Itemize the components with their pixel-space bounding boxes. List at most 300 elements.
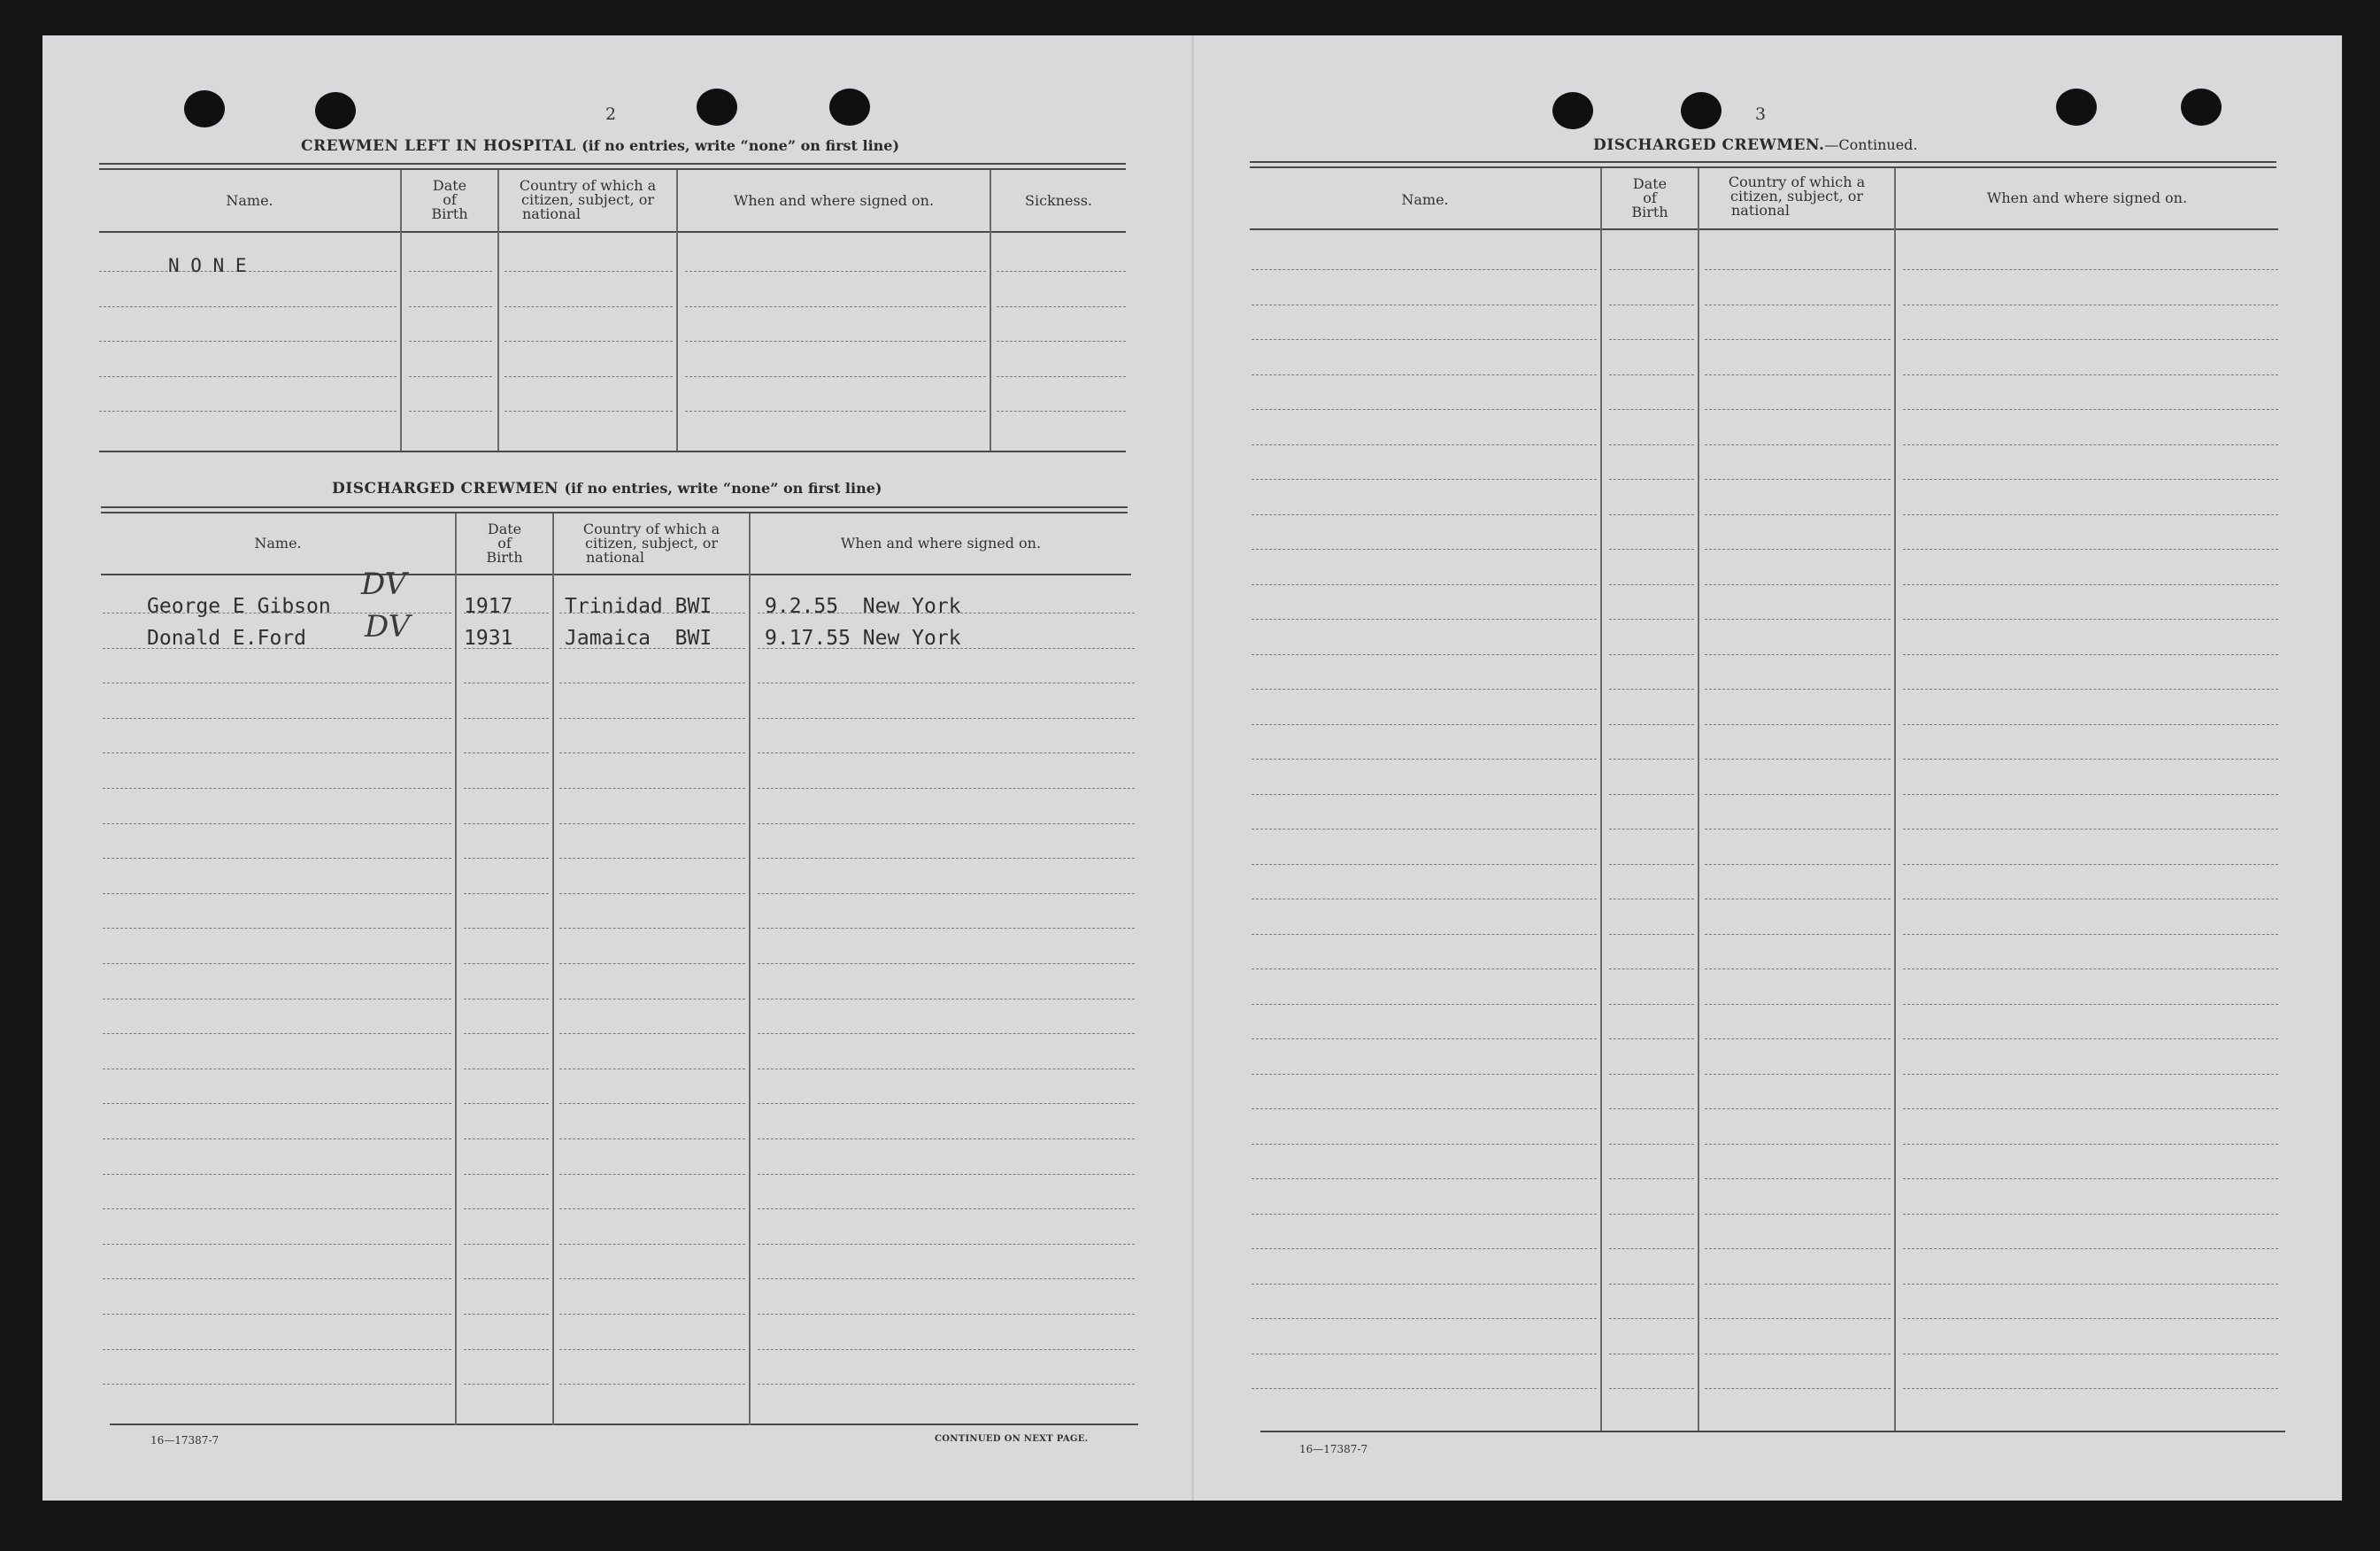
ruled-line (464, 1208, 549, 1209)
ruled-line (559, 1384, 745, 1385)
row-2-signed: 9.17.55 New York (765, 627, 961, 650)
ruled-line (1252, 689, 1597, 690)
ruled-line (559, 858, 745, 859)
table-top-rule (99, 163, 1126, 165)
col-header-sickness: Sickness. (1024, 192, 1092, 209)
ruled-line (1903, 1004, 2278, 1005)
ruled-line (1903, 1178, 2278, 1179)
ruled-line (1705, 409, 1891, 410)
ruled-line (997, 306, 1126, 307)
ruled-line (559, 1349, 745, 1350)
ruled-line (1609, 1178, 1694, 1179)
punch-hole (184, 90, 225, 127)
country-line: citizen, subject, or (584, 535, 719, 552)
ruled-line (1705, 1074, 1891, 1075)
ruled-line (1903, 1108, 2278, 1109)
ruled-line (1609, 479, 1694, 480)
ruled-line (409, 271, 492, 272)
ruled-line (464, 1033, 549, 1034)
ruled-line (1705, 968, 1891, 969)
ruled-line (103, 788, 451, 789)
ruled-line (758, 788, 1135, 789)
ruled-line (1252, 374, 1597, 375)
ruled-line (103, 718, 451, 719)
ruled-line (103, 1349, 451, 1350)
ruled-line (1252, 409, 1597, 410)
ruled-line (1609, 759, 1694, 760)
ruled-line (1705, 1318, 1891, 1319)
ruled-line (1609, 549, 1694, 550)
ruled-line (758, 1174, 1135, 1175)
ruled-line (1252, 1214, 1597, 1215)
ruled-line (103, 1244, 451, 1245)
ruled-line (758, 1384, 1135, 1385)
country-line: citizen, subject, or (1729, 188, 1864, 204)
row-2-country: Jamaica BWI (565, 627, 712, 650)
ruled-line (464, 858, 549, 859)
punch-hole (2181, 89, 2222, 126)
ruled-line (559, 823, 745, 824)
ruled-line (685, 341, 986, 342)
ruled-line (409, 341, 492, 342)
ruled-line (1705, 654, 1891, 655)
punch-hole (697, 89, 737, 126)
ruled-line (409, 306, 492, 307)
ruled-line (504, 306, 673, 307)
col-header-signed: When and where signed on. (733, 192, 935, 209)
ruled-line (1705, 1108, 1891, 1109)
ruled-line (1252, 269, 1597, 270)
ruled-line (1903, 1388, 2278, 1389)
right-title-suffix: —Continued. (1824, 136, 1918, 153)
table-top-rule (1250, 166, 2276, 168)
discharged-title-text: DISCHARGED CREWMEN (332, 480, 559, 498)
ruled-line (1705, 794, 1891, 795)
page-number: 3 (1755, 104, 1767, 124)
column-divider (1894, 168, 1896, 1431)
ruled-line (1705, 689, 1891, 690)
ruled-line (1252, 479, 1597, 480)
ruled-line (103, 1384, 451, 1385)
ruled-line (103, 1278, 451, 1279)
ruled-line (1705, 934, 1891, 935)
ruled-line (758, 1208, 1135, 1209)
ruled-line (1609, 1214, 1694, 1215)
ruled-line (1903, 374, 2278, 375)
ruled-line (504, 271, 673, 272)
ruled-line (464, 1244, 549, 1245)
column-divider (1600, 168, 1602, 1431)
ruled-line (559, 1278, 745, 1279)
ruled-line (1609, 619, 1694, 620)
ruled-line (1609, 339, 1694, 340)
dob-line: Birth (1631, 204, 1668, 220)
ruled-line (1252, 724, 1597, 725)
ruled-line (1705, 269, 1891, 270)
ruled-line (1252, 968, 1597, 969)
punch-hole (1552, 92, 1593, 129)
ruled-line (1609, 654, 1694, 655)
dob-line: of (497, 535, 512, 552)
ruled-line (1903, 968, 2278, 969)
ruled-line (103, 752, 451, 753)
ruled-line (1609, 374, 1694, 375)
ruled-line (758, 1314, 1135, 1315)
ruled-line (758, 718, 1135, 719)
ruled-line (1705, 1178, 1891, 1179)
ruled-line (1609, 269, 1694, 270)
page-number: 2 (605, 104, 617, 124)
ruled-line (758, 823, 1135, 824)
ruled-line (758, 963, 1135, 964)
ruled-line (559, 928, 745, 929)
ruled-line (1903, 1318, 2278, 1319)
punch-hole (315, 92, 356, 129)
ruled-line (1903, 1214, 2278, 1215)
ruled-line (504, 376, 673, 377)
column-divider (455, 513, 457, 1425)
ruled-line (1705, 829, 1891, 830)
dob-line: Date (432, 177, 467, 194)
ruled-line (758, 1349, 1135, 1350)
ruled-line (464, 1314, 549, 1315)
ruled-line (1609, 794, 1694, 795)
punch-hole (829, 89, 870, 126)
ruled-line (1252, 1178, 1597, 1179)
col-header-name: Name. (226, 192, 273, 209)
col-header-dob (1602, 177, 1698, 220)
ruled-line (1609, 1248, 1694, 1249)
ruled-line (103, 1138, 451, 1139)
ruled-line (1705, 339, 1891, 340)
ruled-line (1609, 829, 1694, 830)
ruled-line (103, 893, 451, 894)
ruled-line (1903, 864, 2278, 865)
hospital-none-entry: N O N E (168, 255, 247, 276)
ruled-line (1252, 1284, 1597, 1285)
ruled-line (99, 271, 397, 272)
ruled-line (99, 376, 397, 377)
col-header-country (554, 522, 749, 565)
ruled-line (464, 928, 549, 929)
ruled-line (758, 1103, 1135, 1104)
country-line: Country of which a (1728, 174, 1866, 190)
ruled-line (758, 752, 1135, 753)
right-page (1193, 35, 2342, 1501)
ruled-line (1609, 1108, 1694, 1109)
ruled-line (1252, 1144, 1597, 1145)
row-1-initials: DV (361, 567, 407, 602)
ruled-line (1609, 689, 1694, 690)
ruled-line (1252, 339, 1597, 340)
punch-hole (2056, 89, 2097, 126)
ruled-line (1609, 1388, 1694, 1389)
ruled-line (685, 271, 986, 272)
form-number: 16—17387-7 (150, 1434, 220, 1447)
ruled-line (1903, 934, 2278, 935)
ruled-line (1903, 759, 2278, 760)
ruled-line (685, 411, 986, 412)
column-divider (749, 513, 751, 1425)
table-top-rule (99, 168, 1126, 170)
header-bottom-rule (1250, 228, 2278, 230)
ruled-line (103, 1314, 451, 1315)
ruled-line (1252, 1248, 1597, 1249)
ruled-line (103, 823, 451, 824)
ruled-line (1609, 934, 1694, 935)
ruled-line (559, 1244, 745, 1245)
ruled-line (997, 341, 1126, 342)
ruled-line (1252, 759, 1597, 760)
ruled-line (1903, 409, 2278, 410)
column-divider (676, 170, 678, 451)
discharged-section-title (332, 480, 882, 498)
ruled-line (1705, 1144, 1891, 1145)
table-bottom-rule (99, 451, 1126, 452)
ruled-line (1609, 514, 1694, 515)
ruled-line (504, 341, 673, 342)
row-1-signed: 9.2.55 New York (765, 595, 961, 618)
ruled-line (1705, 479, 1891, 480)
ruled-line (464, 1349, 549, 1350)
table-top-rule (101, 512, 1128, 513)
ruled-line (1903, 724, 2278, 725)
header-bottom-rule (99, 231, 1126, 233)
ruled-line (464, 823, 549, 824)
ruled-line (559, 1208, 745, 1209)
hospital-title-note: (if no entries, write “none” on first line) (582, 137, 900, 154)
hospital-section-title (301, 137, 899, 155)
country-line: national (1731, 202, 1790, 219)
dob-line: Date (1632, 175, 1668, 192)
ruled-line (1705, 444, 1891, 445)
table-top-rule (1250, 161, 2276, 163)
ruled-line (1903, 1248, 2278, 1249)
ruled-line (1252, 829, 1597, 830)
row-1-country: Trinidad BWI (565, 595, 712, 618)
ruled-line (1903, 514, 2278, 515)
ruled-line (1252, 1004, 1597, 1005)
ruled-line (1252, 549, 1597, 550)
ruled-line (1705, 619, 1891, 620)
ruled-line (685, 376, 986, 377)
col-header-dob (402, 179, 497, 221)
ruled-line (1705, 584, 1891, 585)
ruled-line (1903, 654, 2278, 655)
country-line: Country of which a (519, 177, 657, 194)
ruled-line (464, 1174, 549, 1175)
ruled-line (464, 788, 549, 789)
discharged-title-note: (if no entries, write “none” on first line) (564, 480, 882, 497)
row-1-name: George E Gibson (147, 595, 331, 618)
column-divider (1698, 168, 1699, 1431)
ruled-line (103, 858, 451, 859)
ruled-line (1252, 584, 1597, 585)
ruled-line (1252, 934, 1597, 935)
ruled-line (1609, 724, 1694, 725)
ruled-line (1252, 1388, 1597, 1389)
ruled-line (1252, 794, 1597, 795)
ruled-line (1252, 1074, 1597, 1075)
col-header-country (499, 179, 676, 221)
ruled-line (1903, 794, 2278, 795)
ruled-line (464, 1103, 549, 1104)
ruled-line (409, 411, 492, 412)
ruled-line (103, 928, 451, 929)
column-divider (990, 170, 991, 451)
ruled-line (103, 1103, 451, 1104)
ruled-line (1609, 1284, 1694, 1285)
country-line: Country of which a (582, 521, 720, 537)
ruled-line (1903, 1038, 2278, 1039)
ruled-line (1609, 1038, 1694, 1039)
ruled-line (103, 963, 451, 964)
ruled-line (559, 1033, 745, 1034)
ruled-line (1705, 864, 1891, 865)
header-bottom-rule (101, 574, 1131, 575)
ruled-line (1903, 619, 2278, 620)
hospital-title-text: CREWMEN LEFT IN HOSPITAL (301, 137, 576, 155)
ruled-line (464, 752, 549, 753)
ruled-line (559, 752, 745, 753)
ruled-line (1705, 1248, 1891, 1249)
ruled-line (103, 1174, 451, 1175)
ruled-line (504, 411, 673, 412)
ruled-line (1903, 269, 2278, 270)
ruled-line (758, 1033, 1135, 1034)
ruled-line (559, 1103, 745, 1104)
row-2-name: Donald E.Ford (147, 627, 307, 650)
ruled-line (1903, 584, 2278, 585)
ruled-line (464, 893, 549, 894)
ruled-line (758, 928, 1135, 929)
ruled-line (464, 963, 549, 964)
right-title-text: DISCHARGED CREWMEN. (1593, 136, 1825, 154)
ruled-line (409, 376, 492, 377)
ruled-line (1252, 444, 1597, 445)
ruled-line (1903, 1144, 2278, 1145)
table-top-rule (101, 506, 1128, 508)
row-2-dob: 1931 (464, 627, 513, 650)
ruled-line (1705, 1388, 1891, 1389)
ruled-line (1609, 1074, 1694, 1075)
ruled-line (1609, 1004, 1694, 1005)
ruled-line (997, 411, 1126, 412)
ruled-line (103, 1033, 451, 1034)
ruled-line (99, 411, 397, 412)
ruled-line (1705, 1214, 1891, 1215)
form-number: 16—17387-7 (1299, 1443, 1368, 1455)
ruled-line (758, 858, 1135, 859)
ruled-line (103, 1208, 451, 1209)
ruled-line (1252, 864, 1597, 865)
ruled-line (1903, 339, 2278, 340)
ruled-line (559, 1314, 745, 1315)
ruled-line (1903, 1074, 2278, 1075)
table-bottom-rule (110, 1424, 1138, 1425)
ruled-line (1609, 584, 1694, 585)
dob-line: of (443, 191, 457, 208)
ruled-line (1903, 444, 2278, 445)
dob-line: of (1643, 189, 1657, 206)
col-header-signed: When and where signed on. (840, 535, 1042, 552)
country-line: citizen, subject, or (520, 191, 655, 208)
ruled-line (99, 306, 397, 307)
ruled-line (1705, 759, 1891, 760)
country-line: national (586, 549, 644, 566)
ruled-line (1609, 864, 1694, 865)
ruled-line (559, 1138, 745, 1139)
ruled-line (559, 1174, 745, 1175)
ruled-line (758, 1244, 1135, 1245)
ruled-line (1705, 1038, 1891, 1039)
ruled-line (1609, 409, 1694, 410)
ruled-line (559, 893, 745, 894)
ruled-line (1903, 829, 2278, 830)
column-divider (552, 513, 554, 1425)
ruled-line (1903, 549, 2278, 550)
ruled-line (1705, 374, 1891, 375)
col-header-name: Name. (254, 535, 302, 552)
col-header-name: Name. (1401, 191, 1449, 208)
ruled-line (1252, 1108, 1597, 1109)
ruled-line (1252, 654, 1597, 655)
ruled-line (1609, 1144, 1694, 1145)
row-2-initials: DV (365, 609, 411, 644)
ruled-line (559, 718, 745, 719)
ruled-line (464, 1138, 549, 1139)
continued-note: CONTINUED ON NEXT PAGE. (935, 1434, 1089, 1444)
ruled-line (1609, 968, 1694, 969)
ruled-line (1609, 1318, 1694, 1319)
row-1-dob: 1917 (464, 595, 513, 618)
ruled-line (685, 306, 986, 307)
ruled-line (1705, 724, 1891, 725)
ruled-line (1252, 514, 1597, 515)
dob-line: Date (487, 521, 522, 537)
ruled-line (1609, 444, 1694, 445)
ruled-line (1705, 1284, 1891, 1285)
col-header-country (1699, 175, 1894, 218)
ruled-line (758, 1278, 1135, 1279)
ruled-line (559, 788, 745, 789)
table-bottom-rule (1260, 1431, 2285, 1432)
ruled-line (464, 1278, 549, 1279)
ruled-line (1903, 479, 2278, 480)
ruled-line (1252, 1318, 1597, 1319)
ruled-line (997, 376, 1126, 377)
col-header-signed: When and where signed on. (1986, 189, 2188, 206)
ruled-line (1252, 1038, 1597, 1039)
ruled-line (758, 1138, 1135, 1139)
ruled-line (464, 718, 549, 719)
ruled-line (1252, 619, 1597, 620)
ruled-line (99, 341, 397, 342)
ruled-line (1903, 689, 2278, 690)
country-line: national (522, 205, 581, 222)
ruled-line (464, 1384, 549, 1385)
ruled-line (997, 271, 1126, 272)
col-header-dob (457, 522, 552, 565)
ruled-line (1903, 1284, 2278, 1285)
dob-line: Birth (431, 205, 468, 222)
right-section-title (1593, 136, 1918, 154)
dob-line: Birth (486, 549, 523, 566)
ruled-line (1705, 549, 1891, 550)
ruled-line (758, 893, 1135, 894)
ruled-line (1705, 514, 1891, 515)
page-fold (1191, 35, 1194, 1501)
